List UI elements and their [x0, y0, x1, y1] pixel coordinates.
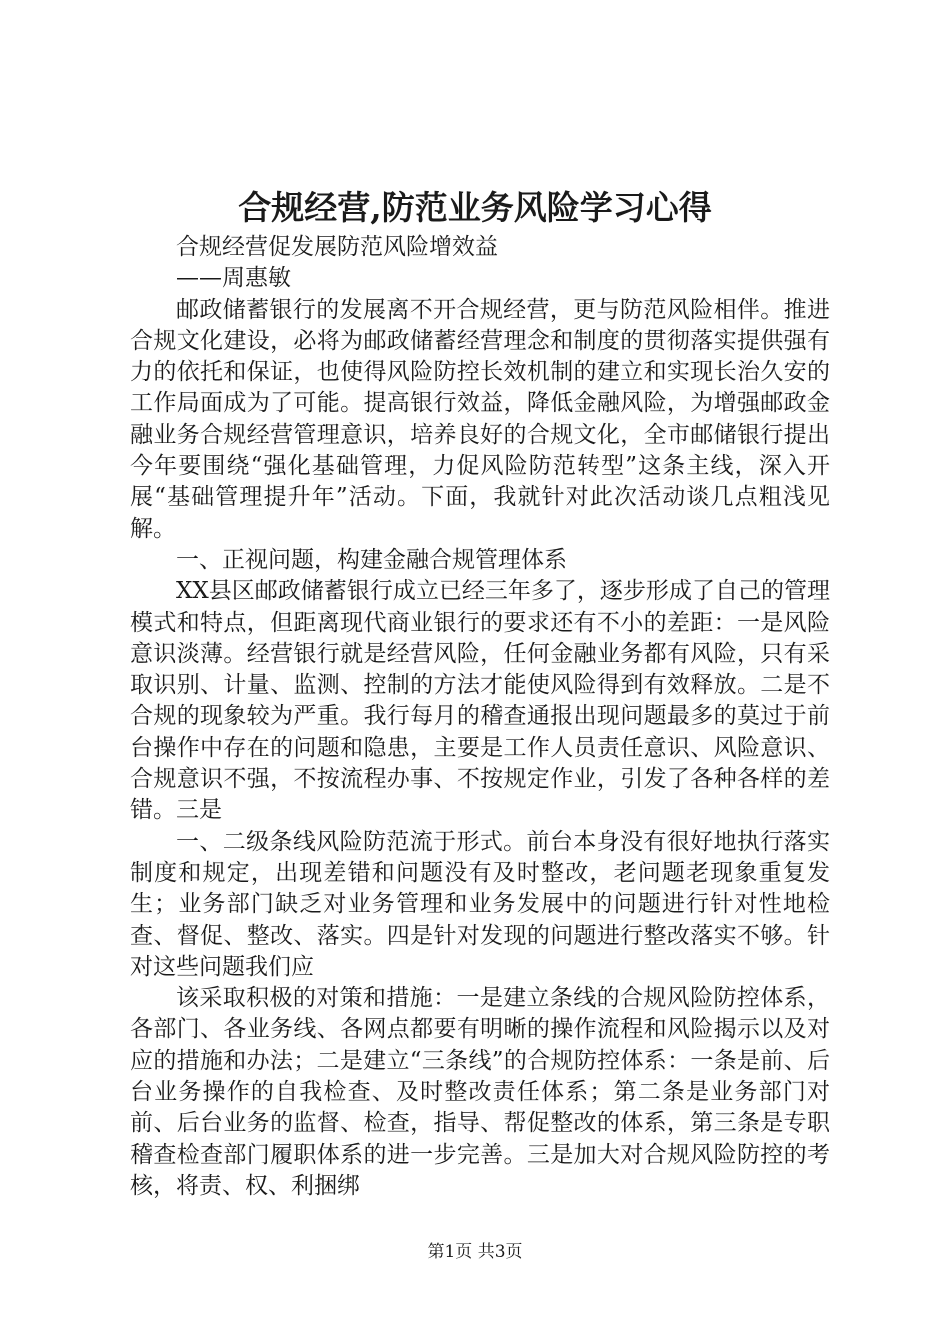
body-paragraph: 该采取积极的对策和措施：一是建立条线的合规风险防控体系，各部门、各业务线、各网点都要有明晰的操作流程和风险揭示以及对应的措施和办法；二是建立“三条线”的合规防控体系：一条是前、后台业务操作的自我检查、及时整改责任体系；第二条是业务部门对前、后台业务的监督、检查，指导、帮促整改的体系，第三条是专职稽查检查部门履职体系的进一步完善。三是加大对合规风险防控的考核，将责、权、利捆绑 — [130, 985, 830, 1199]
body-paragraph: 邮政储蓄银行的发展离不开合规经营，更与防范风险相伴。推进合规文化建设，必将为邮政储蓄经营理念和制度的贯彻落实提供强有力的依托和保证，也使得风险防控长效机制的建立和实现长治久安的工作局面成为了可能。提高银行效益，降低金融风险，为增强邮政金融业务合规经营管理意识，培养良好的合规文化，全市邮储银行提出今年要围绕“强化基础管理，力促风险防范转型”这条主线，深入开展“基础管理提升年”活动。下面，我就针对此次活动谈几点粗浅见解。 — [130, 296, 830, 542]
body-paragraph: 一、二级条线风险防范流于形式。前台本身没有很好地执行落实制度和规定，出现差错和问题没有及时整改，老问题老现象重复发生；业务部门缺乏对业务管理和业务发展中的问题进行针对性地检查、督促、整改、落实。四是针对发现的问题进行整改落实不够。针对这些问题我们应 — [130, 828, 830, 980]
body-paragraph: XX县区邮政储蓄银行成立已经三年多了，逐步形成了自己的管理模式和特点，但距离现代商业银行的要求还有不小的差距：一是风险意识淡薄。经营银行就是经营风险，任何金融业务都有风险，只有采取识别、计量、监测、控制的方法才能使风险得到有效释放。二是不合规的现象较为严重。我行每月的稽查通报出现问题最多的莫过于前台操作中存在的问题和隐患，主要是工作人员责任意识、风险意识、合规意识不强，不按流程办事、不按规定作业，引发了各种各样的差错。三是 — [130, 578, 830, 824]
document-title: 合规经营,防范业务风险学习心得 — [238, 188, 712, 227]
section-heading: 一、正视问题，构建金融合规管理体系 — [176, 546, 567, 573]
subtitle-paragraph: 合规经营促发展防范风险增效益 — [176, 234, 498, 260]
page-number-footer: 第1页 共3页 — [427, 1242, 523, 1262]
document-body — [130, 232, 830, 1202]
author-line: ——周惠敏 — [176, 265, 291, 292]
